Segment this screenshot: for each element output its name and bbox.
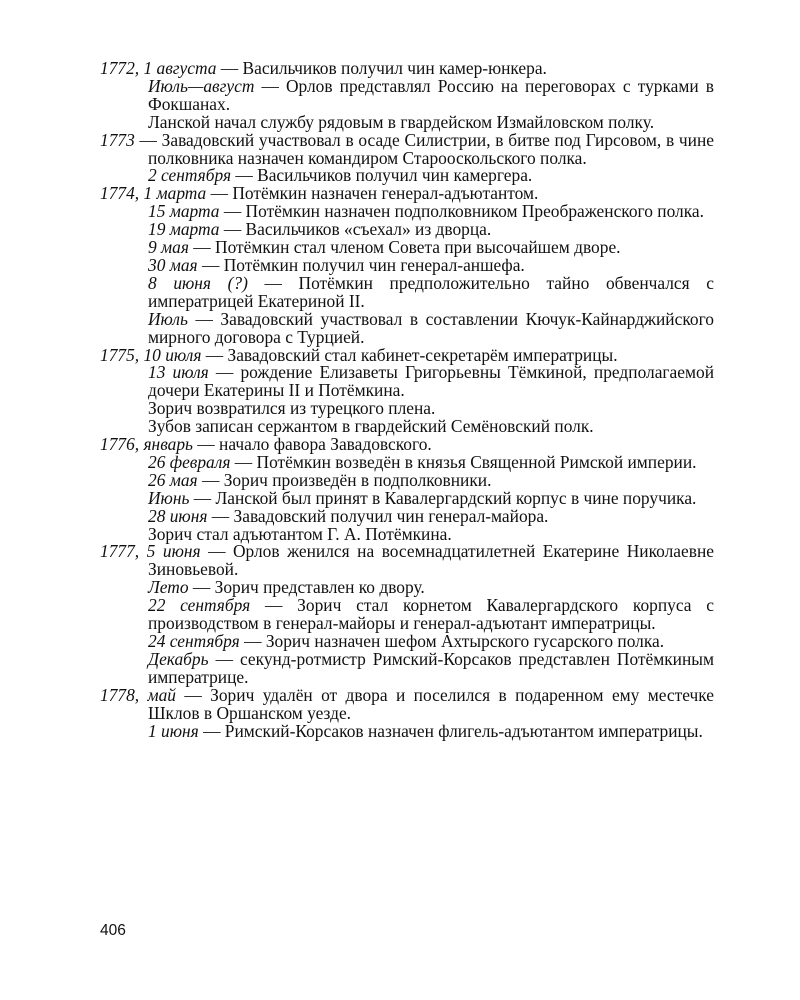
entry-date: 8 июня (?) bbox=[148, 272, 248, 293]
chronology-list bbox=[100, 60, 714, 740]
entry-text: — Ланской был принят в Кавалергардский корпус в чине поручика. bbox=[189, 487, 697, 508]
entry-text: — Зорич произведён в подполковники. bbox=[197, 469, 492, 490]
entry-date: 28 июня bbox=[148, 505, 208, 526]
event-entry bbox=[100, 272, 714, 311]
entry-date: 30 мая bbox=[148, 254, 198, 275]
entry-date: 1772, 1 августа bbox=[100, 58, 217, 78]
entry-date: Лето bbox=[148, 577, 189, 598]
entry-date: 15 марта bbox=[148, 201, 220, 222]
entry-date: 19 марта bbox=[148, 219, 220, 240]
event-entry bbox=[100, 75, 714, 114]
entry-text: — Васильчиков «съехал» из дворца. bbox=[219, 219, 492, 240]
event-entry bbox=[100, 364, 714, 400]
entry-text: Зубов записан сержантом в гвардейский Семёновский полк. bbox=[148, 416, 594, 437]
entry-date: Декабрь bbox=[148, 648, 209, 669]
entry-text: — Потёмкин стал членом Совета при высочайшем дворе. bbox=[188, 237, 621, 258]
entry-text: — секунд-ротмистр Римский-Корсаков представлен Потёмкиным императрице. bbox=[148, 648, 714, 687]
entry-text: — Зорич назначен шефом Ахтырского гусарского полка. bbox=[239, 631, 665, 651]
entry-text: — Зорич представлен ко двору. bbox=[188, 577, 425, 598]
entry-text: — Орлов женился на восемнадцатилетней Екатерине Николаевне Зиновьевой. bbox=[148, 541, 714, 580]
entry-text: Зорич стал адъютантом Г. А. Потёмкина. bbox=[148, 523, 452, 544]
entry-text: — Васильчиков получил чин камергера. bbox=[231, 165, 533, 186]
entry-date: 1773 bbox=[100, 129, 135, 150]
entry-text: — рождение Елизаветы Григорьевны Тёмкиной, предполагаемой дочери Екатерины II и Потёмкина. bbox=[148, 362, 715, 401]
entry-text: — Потёмкин предположительно тайно обвенчался с императрицей Екатериной II. bbox=[148, 272, 714, 311]
entry-text: — Завадовский участвовал в составлении Кючук-Кайнарджийского мирного договора с Турцией. bbox=[148, 308, 714, 347]
entry-text: — Завадовский получил чин генерал-майора. bbox=[207, 505, 549, 526]
entry-text: — Завадовский участвовал в осаде Силистрии, в битве под Гирсовом, в чине полковника назначен командиром Старооскольского полка. bbox=[134, 129, 714, 168]
entry-date: 9 мая bbox=[148, 237, 189, 258]
event-entry bbox=[100, 648, 714, 687]
year-entry bbox=[100, 543, 714, 579]
entry-date: 13 июля bbox=[148, 362, 209, 383]
event-entry bbox=[100, 597, 714, 633]
entry-date: 1776, январь bbox=[100, 434, 193, 455]
entry-date: Июль bbox=[148, 308, 188, 329]
entry-text: — Васильчиков получил чин камер-юнкера. bbox=[216, 58, 547, 78]
entry-text: — Римский-Корсаков назначен флигель-адъютантом императрицы. bbox=[198, 720, 703, 741]
event-entry bbox=[100, 720, 714, 741]
entry-date: 1777, 5 июня bbox=[100, 541, 201, 562]
entry-date: 1775, 10 июля bbox=[100, 344, 202, 365]
event-entry bbox=[100, 308, 714, 347]
entry-date: Июль—август bbox=[148, 75, 255, 96]
entry-text: — Орлов представлял Россию на переговорах с турками в Фокшанах. bbox=[148, 75, 714, 114]
page-number: 406 bbox=[100, 922, 126, 939]
entry-text: — Потёмкин возведён в князья Священной Римской империи. bbox=[230, 451, 697, 472]
year-entry bbox=[100, 684, 714, 723]
entry-date: 1 июня bbox=[148, 720, 199, 741]
entry-date: 22 сентября bbox=[148, 595, 251, 616]
entry-date: 2 сентября bbox=[148, 165, 232, 186]
entry-date: 26 февраля bbox=[148, 451, 231, 472]
entry-date: 1778, май bbox=[100, 684, 176, 705]
entry-text: — Потёмкин назначен подполковником Преображенского полка. bbox=[219, 201, 704, 222]
entry-text: — Завадовский стал кабинет-секретарём императрицы. bbox=[201, 344, 618, 365]
year-entry bbox=[100, 129, 714, 168]
entry-date: 1774, 1 марта bbox=[100, 183, 207, 204]
entry-text: Зорич возвратился из турецкого плена. bbox=[148, 398, 436, 419]
entry-text: — начало фавора Завадовского. bbox=[192, 434, 432, 455]
entry-text: — Потёмкин назначен генерал-адъютантом. bbox=[206, 183, 539, 204]
entry-text: — Зорич удалён от двора и поселился в подаренном ему местечке Шклов в Оршанском уезде. bbox=[148, 684, 714, 723]
entry-date: Июнь bbox=[148, 487, 190, 508]
entry-date: 26 мая bbox=[148, 469, 198, 490]
entry-text: — Зорич стал корнетом Кавалергардского корпуса с производством в генерал-майоры и генерал-адъютант императрицы. bbox=[148, 595, 715, 634]
entry-date: 24 сентября bbox=[148, 631, 240, 651]
entry-text: — Потёмкин получил чин генерал-аншефа. bbox=[197, 254, 525, 275]
entry-text: Ланской начал службу рядовым в гвардейском Измайловском полку. bbox=[148, 111, 655, 132]
